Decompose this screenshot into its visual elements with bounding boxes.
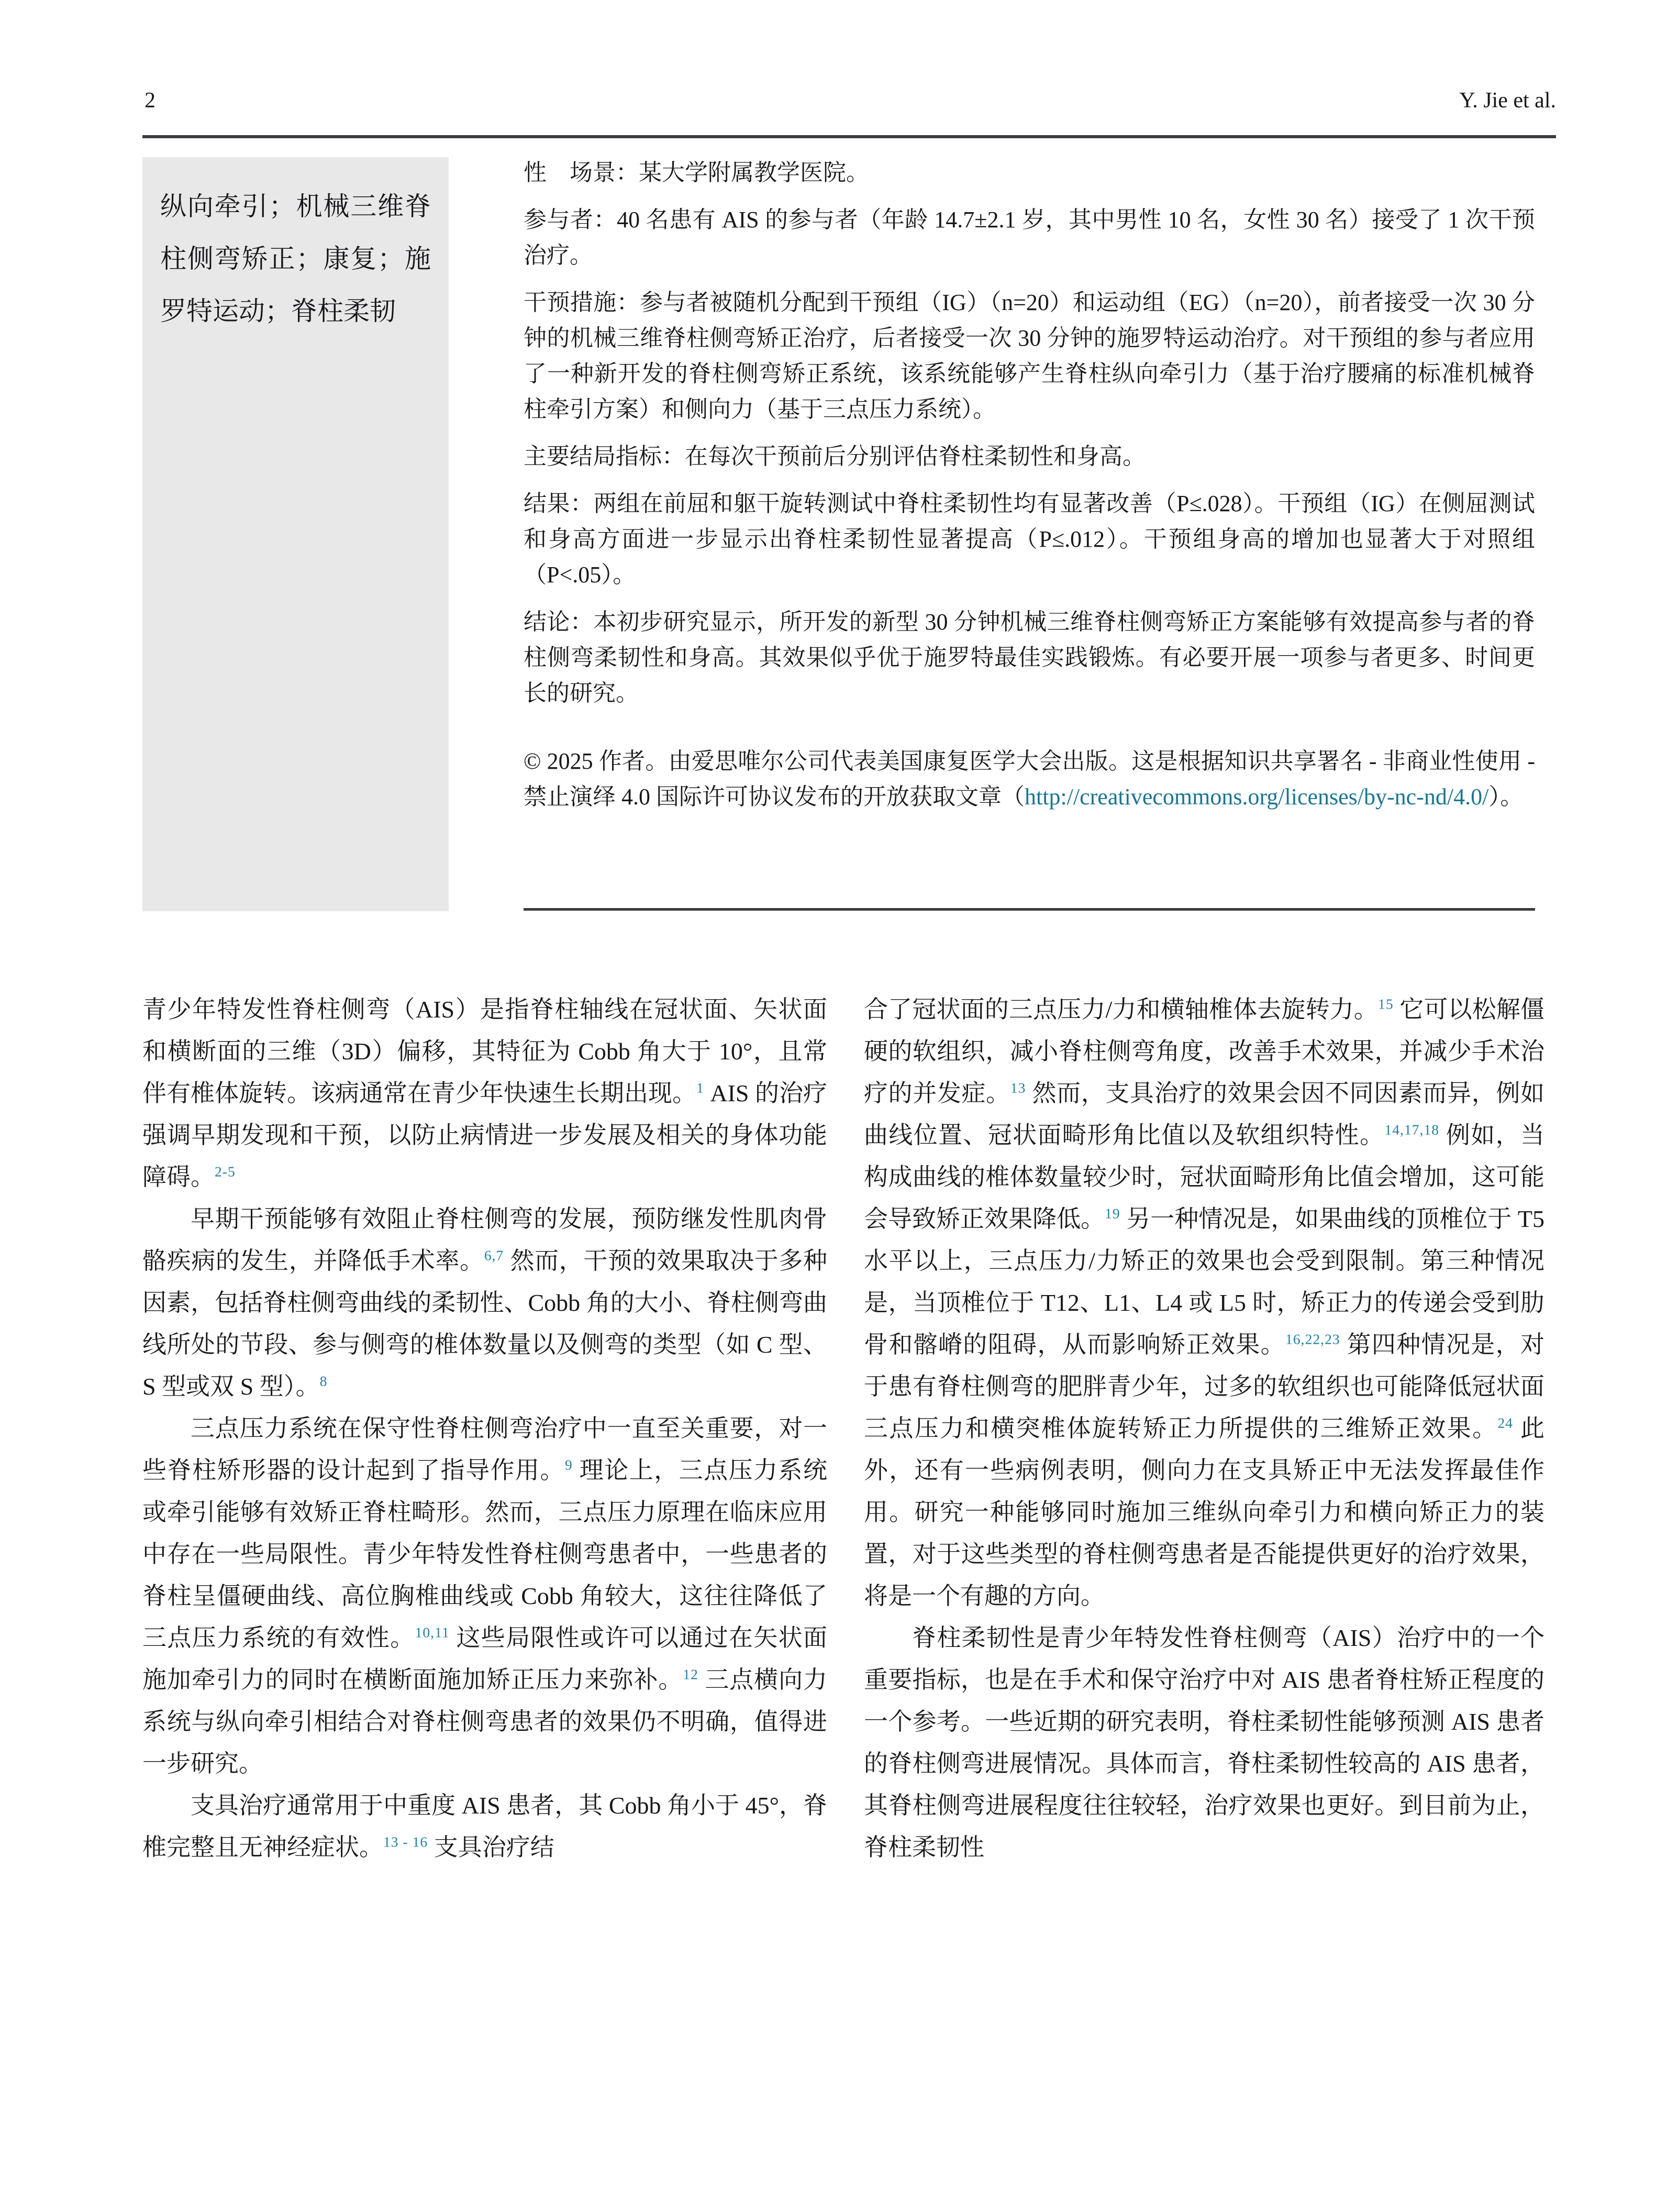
reference-superscript: 16,22,23 [1285,1331,1340,1347]
body-paragraph: 青少年特发性脊柱侧弯（AIS）是指脊柱轴线在冠状面、矢状面和横断面的三维（3D）偏移，其特征为 Cobb 角大于 10°，且常伴有椎体旋转。该病通常在青少年快速生长期出现。$^1$ AIS 的治疗强调早期发现和干预，以防止病情进一步发展及相关的身体功能障碍。$^{2-5}$ [142,996,828,1190]
abstract-paragraph: 主要结局指标：在每次干预前后分别评估脊柱柔韧性和身高。 [524,444,1146,469]
keywords-box [142,157,449,911]
abstract-paragraph: 结果：两组在前屈和躯干旋转测试中脊柱柔韧性均有显著改善（P≤.028）。干预组（IG）在侧屈测试和身高方面进一步显示出脊柱柔韧性显著提高（P≤.012）。干预组身高的增加也显著大于对照组（P<.05）。 [524,491,1535,588]
reference-superscript: 12 [683,1666,698,1683]
body-paragraph: 三点压力系统在保守性脊柱侧弯治疗中一直至关重要，对一些脊柱矫形器的设计起到了指导作用。$^9$ 理论上，三点压力系统或牵引能够有效矫正脊柱畸形。然而，三点压力原理在临床应用中存在一些局限性。青少年特发性脊柱侧弯患者中，一些患者的脊柱呈僵硬曲线、高位胸椎曲线或 Cobb 角较大，这往往降低了三点压力系统的有效性。$^{10,11}$ 这些局限性或许可以通过在矢状面施加牵引力的同时在横断面施加矫正压力来弥补。$^{12}$ 三点横向力系统与纵向牵引相结合对脊柱侧弯患者的效果仍不明确，值得进一步研究。 [142,1415,828,1777]
page-number: 2 [145,89,155,113]
copyright-paragraph: © 2025 作者。由爱思唯尔公司代表美国康复医学大会出版。这是根据知识共享署名 - 非商业性使用 - 禁止演绎 4.0 国际许可协议发布的开放获取文章（http://creativecommons.org/licenses/by-nc-nd/4.0/）。 [524,748,1535,810]
body-paragraph: 早期干预能够有效阻止脊柱侧弯的发展，预防继发性肌肉骨骼疾病的发生，并降低手术率。$^{6,7}$ 然而，干预的效果取决于多种因素，包括脊柱侧弯曲线的柔韧性、Cobb 角的大小、脊柱侧弯曲线所处的节段、参与侧弯的椎体数量以及侧弯的类型（如 C 型、S 型或双 S 型）。$^8$ [142,1205,828,1400]
running-head: Y. Jie et al. [1459,89,1556,113]
reference-superscript: 13 [1010,1079,1026,1096]
body-paragraph: 合了冠状面的三点压力/力和横轴椎体去旋转力。$^{15}$ 它可以松解僵硬的软组织，减小脊柱侧弯角度，改善手术效果，并减少手术治疗的并发症。$^{13}$ 然而，支具治疗的效果会因不同因素而异，例如曲线位置、冠状面畸形角比值以及软组织特性。$^{14,17,18}$ 例如，当构成曲线的椎体数量较少时，冠状面畸形角比值会增加，这可能会导致矫正效果降低。$^{19}$ 另一种情况是，如果曲线的顶椎位于 T5 水平以上，三点压力/力矫正的效果也会受到限制。第三种情况是，当顶椎位于 T12、L1、L4 或 L5 时，矫正力的传递会受到肋骨和髂嵴的阻碍，从而影响矫正效果。$^{16,22,23}$ 第四种情况是，对于患有脊柱侧弯的肥胖青少年，过多的软组织也可能降低冠状面三点压力和横突椎体旋转矫正力所提供的三维矫正效果。$^{24}$ 此外，还有一些病例表明，侧向力在支具矫正中无法发挥最佳作用。研究一种能够同时施加三维纵向牵引力和横向矫正力的装置，对于这些类型的脊柱侧弯患者是否能提供更好的治疗效果，将是一个有趣的方向。 [864,996,1545,1609]
abstract-paragraph: 干预措施：参与者被随机分配到干预组（IG）（n=20）和运动组（EG）（n=20），前者接受一次 30 分钟的机械三维脊柱侧弯矫正治疗，后者接受一次 30 分钟的施罗特运动治疗。对干预组的参与者应用了一种新开发的脊柱侧弯矫正系统，该系统能够产生脊柱纵向牵引力（基于治疗腰痛的标准机械脊柱牵引方案）和侧向力（基于三点压力系统）。 [524,290,1535,422]
abstract-paragraph: 结论：本初步研究显示，所开发的新型 30 分钟机械三维脊柱侧弯矫正方案能够有效提高参与者的脊柱侧弯柔韧性和身高。其效果似乎优于施罗特最佳实践锻炼。有必要开展一项参与者更多、时间更长的研究。 [524,609,1535,706]
body-column-right [864,989,1544,1868]
reference-superscript: 10,11 [415,1624,450,1641]
reference-superscript: 24 [1497,1414,1514,1431]
body-column-left [142,989,827,1868]
license-link[interactable]: http://creativecommons.org/licenses/by-nc-nd/4.0/ [1025,784,1489,810]
abstract-paragraph: 参与者：40 名患有 AIS 的参与者（年龄 14.7±2.1 岁，其中男性 10 名，女性 30 名）接受了 1 次干预治疗。 [524,207,1535,268]
header-rule [142,135,1556,138]
abstract [524,155,1535,826]
reference-superscript: 9 [565,1456,573,1473]
abstract-divider-rule [524,908,1535,911]
reference-superscript: 14,17,18 [1384,1121,1440,1138]
body-paragraph: 脊柱柔韧性是青少年特发性脊柱侧弯（AIS）治疗中的一个重要指标，也是在手术和保守治疗中对 AIS 患者脊柱矫正程度的一个参考。一些近期的研究表明，脊柱柔韧性能够预测 AIS 患者的脊柱侧弯进展情况。具体而言，脊柱柔韧性较高的 AIS 患者，其脊柱侧弯进展程度往往较轻，治疗效果也更好。到目前为止，脊柱柔韧性 [864,1624,1544,1861]
reference-superscript: 19 [1105,1205,1120,1222]
reference-superscript: 13 - 16 [383,1833,428,1850]
reference-superscript: 2-5 [215,1163,236,1180]
reference-superscript: 1 [696,1079,704,1096]
keywords-text: 纵向牵引；机械三维脊柱侧弯矫正；康复；施罗特运动；脊柱柔韧 [160,192,431,326]
reference-superscript: 15 [1378,996,1394,1012]
reference-superscript: 6,7 [484,1247,504,1264]
abstract-paragraph: 性 场景：某大学附属教学医院。 [524,160,869,185]
reference-superscript: 8 [319,1373,328,1389]
body-paragraph: 支具治疗通常用于中重度 AIS 患者，其 Cobb 角小于 45°，脊椎完整且无神经症状。$^{13 - 16}$ 支具治疗结 [142,1792,827,1861]
